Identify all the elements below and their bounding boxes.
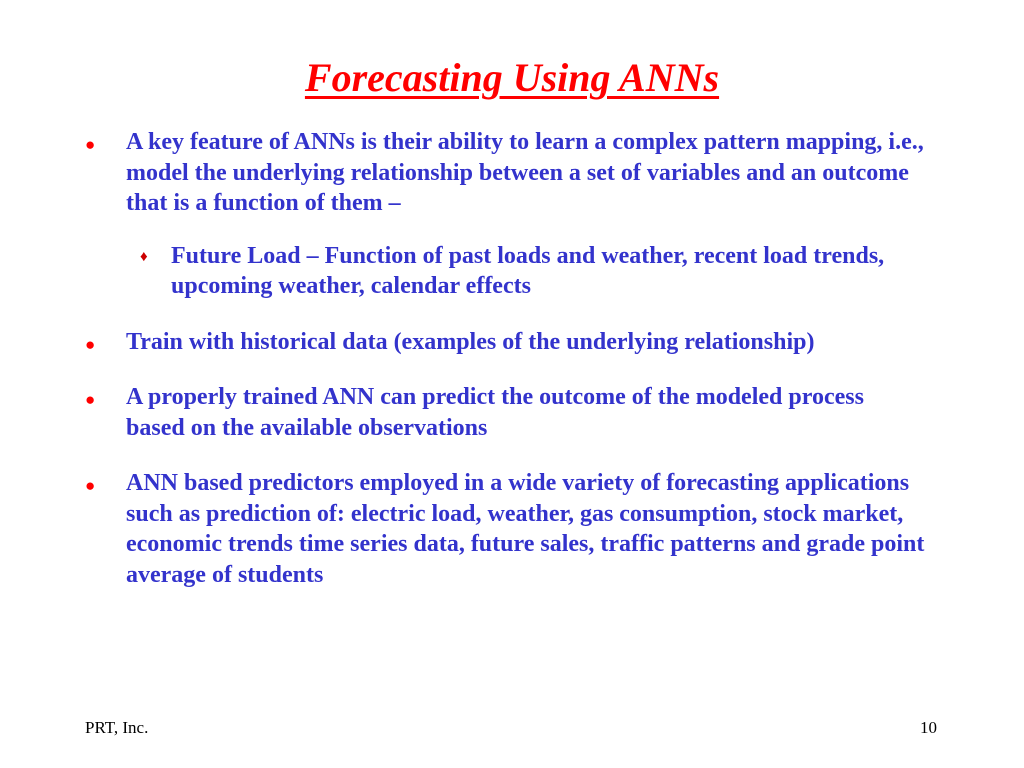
sub-bullet-text: Future Load – Function of past loads and weather, recent load trends, upcoming weather, calendar effects [171, 242, 885, 299]
footer-company: PRT, Inc. [85, 718, 149, 737]
bullet-dot-icon: ● [85, 476, 96, 495]
bullet-list [0, 127, 1024, 615]
sub-bullet-item [0, 241, 931, 302]
bullet-item [0, 327, 926, 358]
bullet-text: Train with historical data (examples of the underlying relationship) [126, 328, 815, 355]
bullet-text: A properly trained ANN can predict the outcome of the modeled process based on the available observations [126, 384, 864, 441]
diamond-bullet-icon: ♦ [140, 248, 148, 265]
bullet-text: ANN based predictors employed in a wide variety of forecasting applications such as prediction of: electric load, weather, gas consumption, stock market, economic trends time series data, future sales, traffic patterns and grade point average of students [126, 470, 925, 588]
bullet-text: A key feature of ANNs is their ability to learn a complex pattern mapping, i.e., model the underlying relationship between a set of variables and an outcome that is a function of them – [126, 129, 924, 216]
bullet-dot-icon: ● [85, 390, 96, 409]
footer-page-number: 10 [920, 718, 937, 737]
slide-title: Forecasting Using ANNs [304, 55, 720, 100]
bullet-dot-icon: ● [85, 334, 96, 354]
bullet-item [0, 382, 926, 443]
bullet-item [0, 468, 926, 590]
bullet-dot-icon: ● [85, 135, 96, 154]
bullet-item [0, 127, 926, 219]
